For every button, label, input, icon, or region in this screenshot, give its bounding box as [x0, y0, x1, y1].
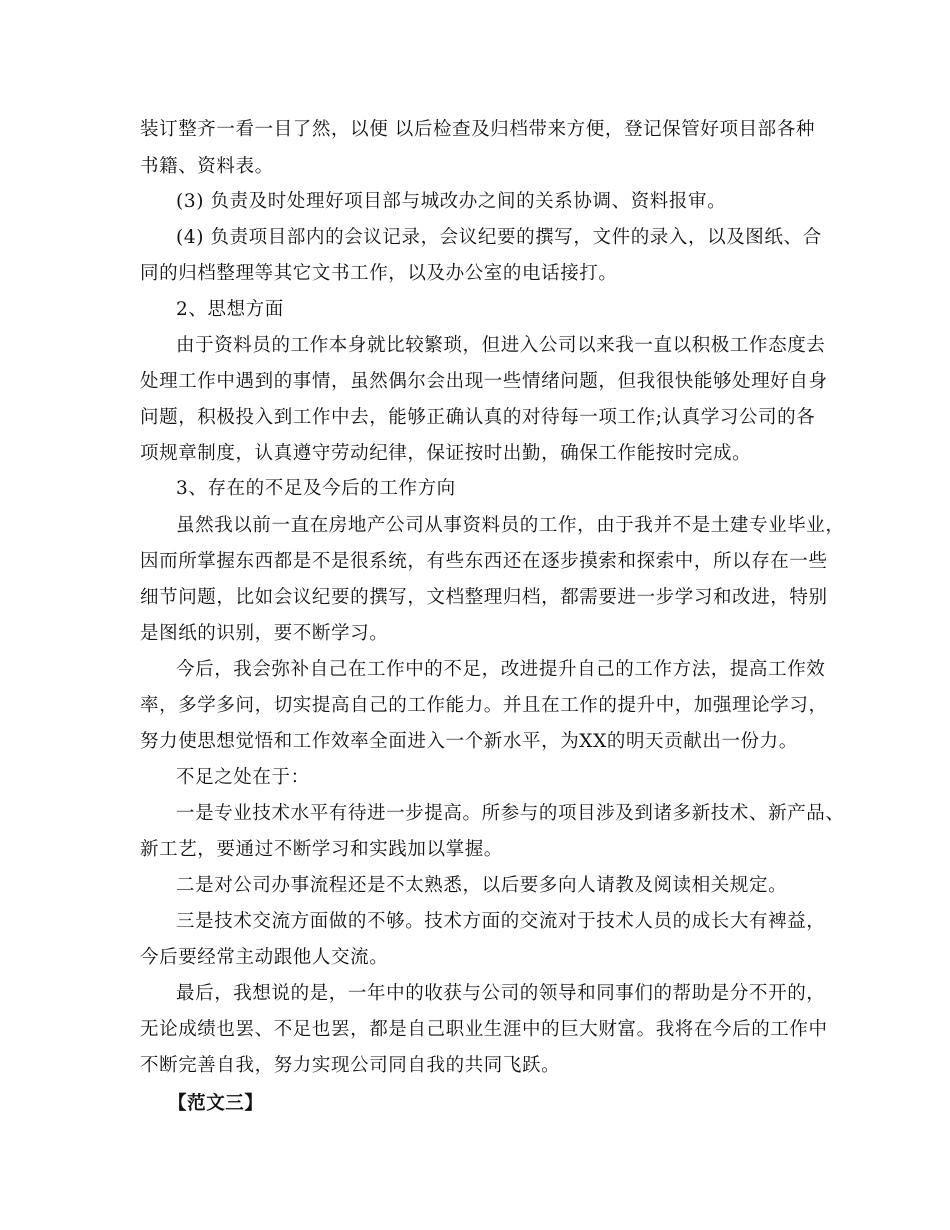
list-item-3: (3) 负责及时处理好项目部与城改办之间的关系协调、资料报审。 — [176, 191, 727, 212]
paragraph-line: 书籍、资料表。 — [140, 156, 274, 177]
section-heading: 3、存在的不足及今后的工作方向 — [176, 478, 456, 499]
paragraph-line: 装订整齐一看一目了然，以便 以后检查及归档带来方便，登记保管好项目部各种 — [140, 119, 815, 140]
paragraph-line: 由于资料员的工作本身就比较繁琐，但进入公司以来我一直以积极工作态度去 — [176, 335, 826, 356]
paragraph-line: 无论成绩也罢、不足也罢，都是自己职业生涯中的巨大财富。我将在今后的工作中 — [140, 1019, 828, 1040]
paragraph-line: 新工艺，要通过不断学习和实践加以掌握。 — [140, 839, 503, 860]
paragraph-line: 项规章制度，认真遵守劳动纪律，保证按时出勤，确保工作能按时完成。 — [140, 443, 752, 464]
paragraph-line: 三是技术交流方面做的不够。技术方面的交流对于技术人员的成长大有裨益， — [176, 911, 826, 932]
paragraph-line: 今后，我会弥补自己在工作中的不足，改进提升自己的工作方法，提高工作效 — [176, 659, 826, 680]
list-item-4: (4) 负责项目部内的会议记录，会议纪要的撰写，文件的录入，以及图纸、合 — [176, 227, 822, 248]
paragraph-line: 最后，我想说的是，一年中的收获与公司的领导和同事们的帮助是分不开的， — [176, 983, 826, 1004]
paragraph-line: 一是专业技术水平有待进一步提高。所参与的项目涉及到诸多新技术、新产品、 — [176, 803, 845, 824]
paragraph-line: 今后要经常主动跟他人交流。 — [140, 947, 389, 968]
paragraph-line: 是图纸的识别，要不断学习。 — [140, 623, 389, 644]
section-heading: 2、思想方面 — [176, 299, 284, 320]
paragraph-line: 因而所掌握东西都是不是很系统，有些东西还在逐步摸索和探索中，所以存在一些 — [140, 551, 828, 572]
paragraph-line: 虽然我以前一直在房地产公司从事资料员的工作，由于我并不是土建专业毕业， — [176, 515, 845, 536]
paragraph-line: 率，多学多问，切实提高自己的工作能力。并且在工作的提升中，加强理论学习， — [140, 695, 828, 716]
paragraph-line: 处理工作中遇到的事情，虽然偶尔会出现一些情绪问题，但我很快能够处理好自身 — [140, 371, 828, 392]
paragraph-line: 细节问题，比如会议纪要的撰写，文档整理归档，都需要进一步学习和改进，特别 — [140, 587, 828, 608]
paragraph-line: 努力使思想觉悟和工作效率全面进入一个新水平，为XX的明天贡献出一份力。 — [140, 731, 798, 752]
sample-heading: 【范文三】 — [168, 1093, 264, 1114]
paragraph-line: 不足之处在于： — [176, 767, 310, 788]
paragraph-line: 不断完善自我，努力实现公司同自我的共同飞跃。 — [140, 1055, 561, 1076]
paragraph-line: 同的归档整理等其它文书工作，以及办公室的电话接打。 — [140, 263, 618, 284]
paragraph-line: 问题，积极投入到工作中去，能够正确认真的对待每一项工作;认真学习公司的各 — [140, 407, 816, 428]
paragraph-line: 二是对公司办事流程还是不太熟悉，以后要多向人请教及阅读相关规定。 — [176, 875, 788, 896]
